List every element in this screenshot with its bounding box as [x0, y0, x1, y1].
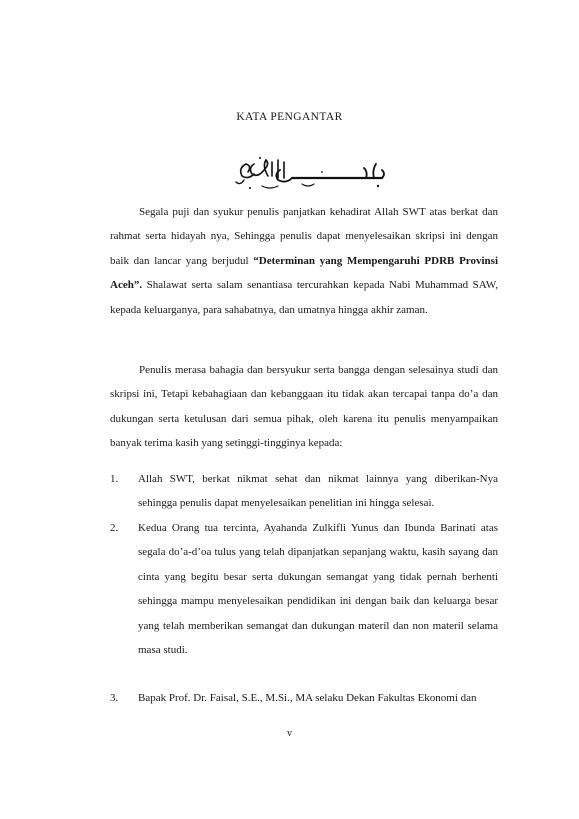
- list-item: Bapak Prof. Dr. Faisal, S.E., M.Si., MA selaku Dekan Fakultas Ekonomi dan: [138, 692, 477, 704]
- list-number: 1.: [110, 473, 119, 485]
- page-title: KATA PENGANTAR: [236, 111, 343, 123]
- list-item: Allah SWT, berkat nikmat sehat dan nikmat lainnya yang diberikan-Nya sehingga penulis dapat menyelesaikan penelitian ini hingga selesai.: [138, 473, 498, 510]
- list-number: 3.: [110, 692, 119, 704]
- paragraph-intro: [110, 200, 498, 322]
- list-item: Kedua Orang tua tercinta, Ayahanda Zulkifli Yunus dan Ibunda Barinati atas segala do’a-d’oa tulus yang telah dipanjatkan sepanjang waktu, kasih sayang dan cinta yang begitu besar serta dukungan semangat yang tidak pernah berhenti sehingga mampu menyelesaikan pendidikan ini dengan baik dan keluarga besar yang telah memberikan semangat dan dukungan materil dan non materil selama masa studi.: [138, 522, 498, 657]
- thesis-title: “Determinan yang Mempengaruhi PDRB Provinsi Aceh”.: [110, 254, 498, 292]
- page-number: v: [287, 728, 292, 739]
- paragraph-intro-text-end: Shalawat serta salam senantiasa tercurahkan kepada Nabi Muhammad SAW, kepada keluarganya, para sahabatnya, dan umatnya hingga akhir zaman.: [110, 279, 498, 316]
- paragraph-thanks: Penulis merasa bahagia dan bersyukur serta bangga dengan selesainya studi dan skripsi ini, Tetapi kebahagiaan dan kebanggaan itu tidak akan tercapai tanpa do’a dan dukungan serta ketulusan dari semua pihak, oleh karena itu penulis menyampaikan banyak terima kasih yang setinggi-tingginya kepada:: [110, 364, 498, 450]
- paragraph-intro-text: Segala puji dan syukur penulis panjatkan kehadirat Allah SWT atas berkat dan rahmat serta hidayah nya, Sehingga penulis dapat menyelesaikan skripsi ini dengan baik dan lancar yang berjudul: [110, 206, 498, 267]
- basmalah-calligraphy: [232, 150, 392, 194]
- list-number: 2.: [110, 522, 119, 534]
